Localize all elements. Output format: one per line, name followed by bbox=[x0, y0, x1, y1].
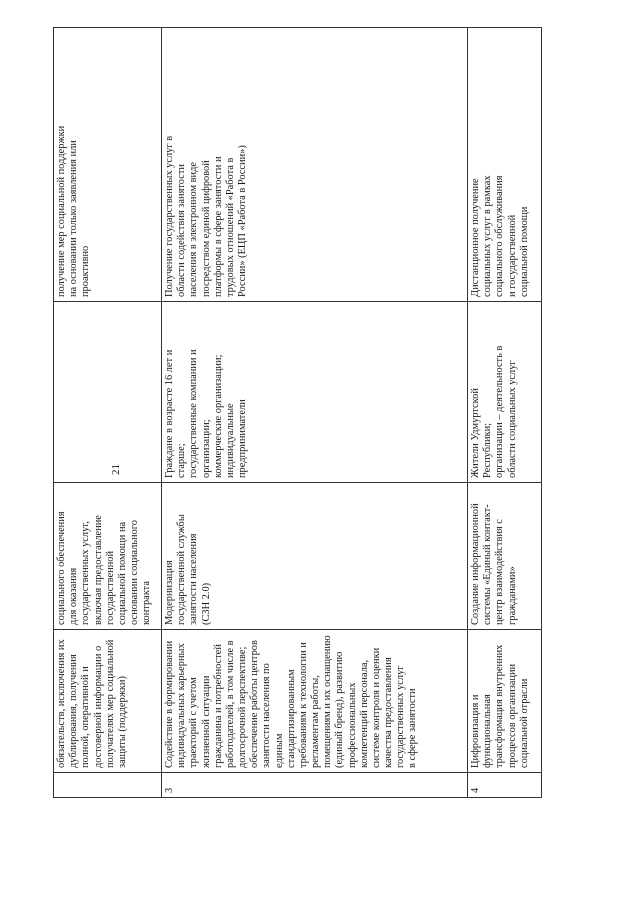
recipients-cell: Жители Удмуртской Республики; организации – деятельность в области социальных услуг bbox=[468, 302, 542, 483]
result-cell: получение мер социальной поддержки на основании только заявления или проактивно bbox=[54, 28, 162, 302]
project-cell: Модернизация государственной службы занятости населения (СЗН 2.0) bbox=[162, 483, 468, 630]
row-number: 3 bbox=[162, 773, 468, 798]
result-cell: Получение государственных услуг в области содействия занятости населения в электронном виде посредством единой цифровой платформы в сфере занятости и трудовых отношений «Работа в России» (ЕЦП «Работа в России») bbox=[162, 28, 468, 302]
result-cell: Дистанционное получение социальных услуг в рамках социального обслуживания и государственной социальной помощи bbox=[468, 28, 542, 302]
table-row bbox=[162, 28, 468, 798]
project-cell: социального обеспечения для оказания государственных услуг, включая предоставление государственной социальной помощи на основании социального контракта bbox=[54, 483, 162, 630]
table-row bbox=[54, 28, 162, 798]
recipients-cell bbox=[54, 302, 162, 483]
table-row bbox=[468, 28, 542, 798]
project-cell: Создание информационной системы «Единый контакт- центр взаимодействия с гражданами» bbox=[468, 483, 542, 630]
row-number bbox=[54, 773, 162, 798]
recipients-cell: Граждане в возрасте 16 лет и старше; государственные компании и организации; коммерческие организации; индивидуальные предприниматели bbox=[162, 302, 468, 483]
row-number: 4 bbox=[468, 773, 542, 798]
page-number: 21 bbox=[110, 464, 122, 475]
program-table bbox=[53, 27, 542, 798]
measure-cell: Содействие в формировании индивидуальных карьерных траекторий с учетом жизненной ситуации гражданина и потребностей работодателей, в том числе в долгосрочной перспективе; обеспечение работы центров занятости населения по единым стандартизированным требованиям к технологии и регламентам работы, помещениям и их оснащению (единый бренд), развитию профессиональных компетенций персонала, системе контроля и оценки качества предоставления государственных услуг в сфере занятости bbox=[162, 630, 468, 773]
measure-cell: Цифровизация и функциональная трансформация внутренних процессов организации социальной отрасли bbox=[468, 630, 542, 773]
measure-cell: обязательств, исключения их дублирования, получения полной, оперативной и достоверной информации о получателях мер социальной защиты (поддержки) bbox=[54, 630, 162, 773]
